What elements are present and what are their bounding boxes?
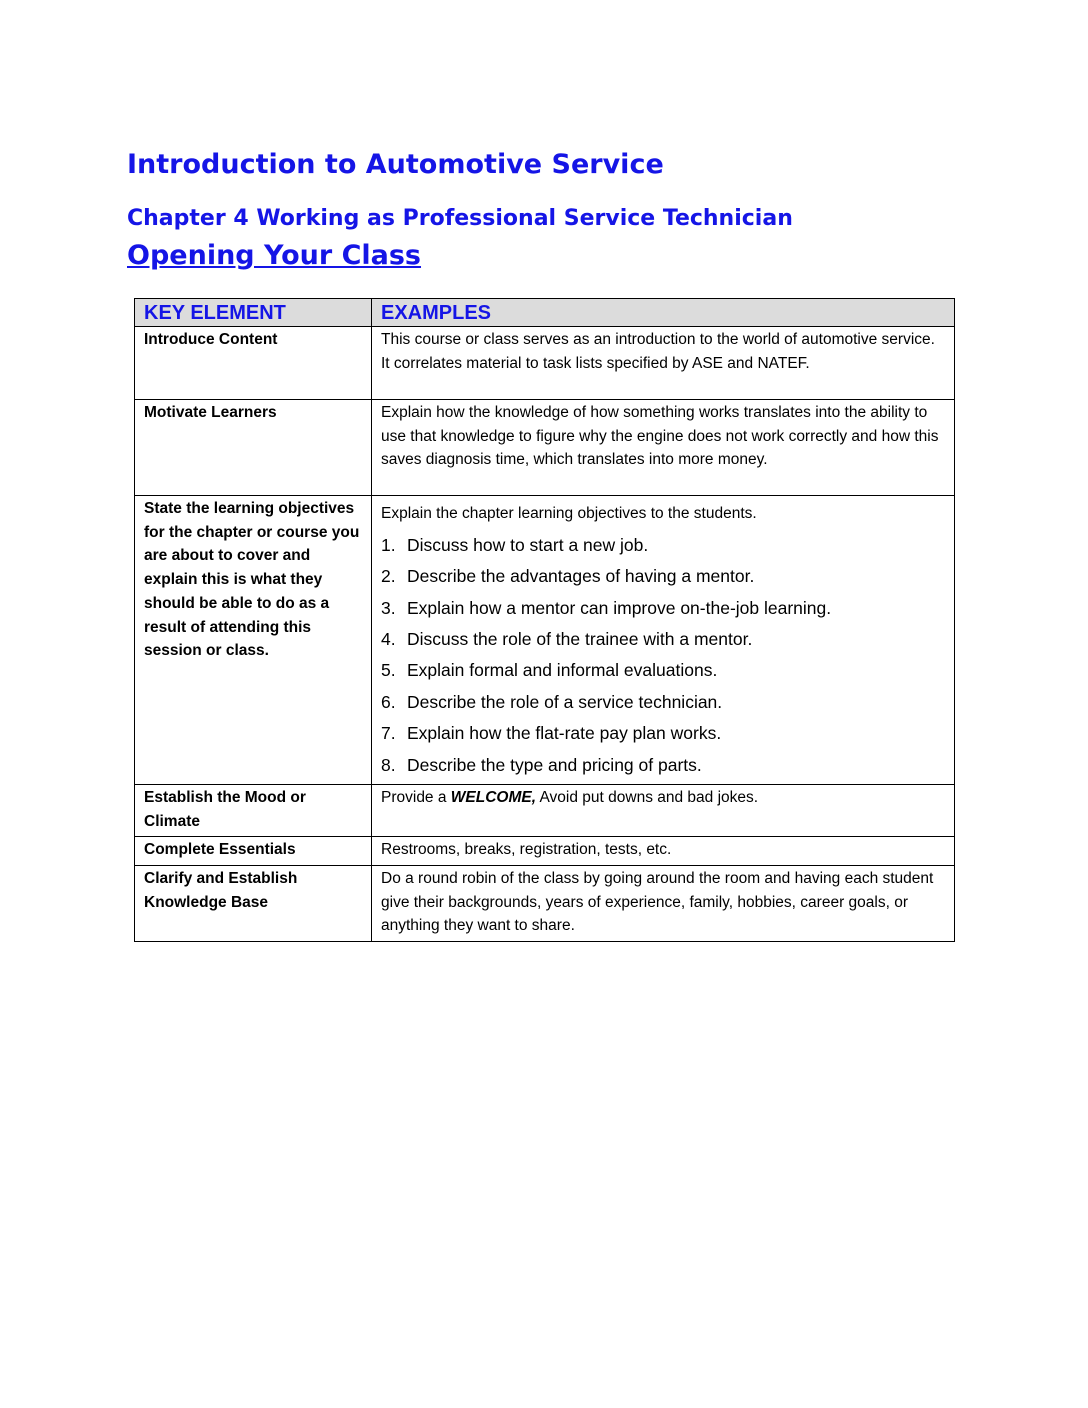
welcome-emphasis: WELCOME, — [450, 788, 537, 806]
list-number: 1. — [381, 534, 396, 555]
learning-objectives-list — [381, 530, 946, 781]
table-row — [135, 327, 955, 400]
table-row — [135, 400, 955, 496]
section-heading: Opening Your Class — [127, 240, 422, 271]
chapter-heading: Chapter 4 Working as Professional Service Technician — [127, 206, 793, 231]
list-item — [381, 750, 946, 781]
document-title: Introduction to Automotive Service — [127, 149, 664, 180]
table-row — [135, 496, 955, 785]
list-number: 3. — [381, 597, 396, 618]
list-item — [381, 718, 946, 749]
key-element-cell: Motivate Learners — [135, 400, 372, 496]
example-cell: This course or class serves as an introduction to the world of automotive service. It correlates material to task lists specified by ASE and NATEF. — [372, 327, 955, 400]
table-row — [135, 784, 955, 836]
list-number: 6. — [381, 691, 396, 712]
list-number: 7. — [381, 723, 396, 744]
table-row — [135, 866, 955, 942]
list-item-text: Discuss the role of the trainee with a mentor. — [407, 628, 753, 649]
list-item — [381, 687, 946, 718]
list-item-text: Discuss how to start a new job. — [407, 534, 649, 555]
list-item — [381, 561, 946, 592]
table-row — [135, 837, 955, 866]
list-number: 2. — [381, 566, 396, 587]
list-item — [381, 593, 946, 624]
list-item-text: Describe the role of a service technician. — [407, 691, 723, 712]
list-item-text: Explain how a mentor can improve on-the-job learning. — [407, 597, 832, 618]
list-item-text: Explain how the flat-rate pay plan works. — [407, 723, 722, 744]
list-number: 5. — [381, 660, 396, 681]
column-header-examples: EXAMPLES — [372, 299, 955, 327]
key-element-cell: Complete Essentials — [135, 837, 372, 866]
objectives-intro: Explain the chapter learning objectives to the students. — [381, 505, 757, 522]
list-item-text: Explain formal and informal evaluations. — [407, 660, 718, 681]
key-elements-table — [134, 298, 955, 942]
example-cell: Explain how the knowledge of how something works translates into the ability to use that knowledge to figure why the engine does not work correctly and how this saves diagnosis time, which translates into more money. — [372, 400, 955, 496]
example-text-suffix: Avoid put downs and bad jokes. — [536, 788, 759, 806]
list-number: 8. — [381, 754, 396, 775]
table-header-row — [135, 299, 955, 327]
list-item — [381, 655, 946, 686]
list-item-text: Describe the advantages of having a mentor. — [407, 566, 755, 587]
key-element-cell: Introduce Content — [135, 327, 372, 400]
list-number: 4. — [381, 628, 396, 649]
list-item — [381, 530, 946, 561]
list-item-text: Describe the type and pricing of parts. — [407, 754, 702, 775]
key-element-cell: Clarify and Establish Knowledge Base — [135, 866, 372, 942]
example-text-prefix: Provide a — [381, 788, 451, 806]
list-item — [381, 624, 946, 655]
example-cell — [372, 784, 955, 836]
key-element-cell: State the learning objectives for the chapter or course you are about to cover and explain this is what they should be able to do as a result of attending this session or class. — [135, 496, 372, 785]
example-cell: Do a round robin of the class by going around the room and having each student give their backgrounds, years of experience, family, hobbies, career goals, or anything they want to share. — [372, 866, 955, 942]
example-cell — [372, 496, 955, 785]
column-header-key-element: KEY ELEMENT — [135, 299, 372, 327]
example-cell: Restrooms, breaks, registration, tests, etc. — [372, 837, 955, 866]
key-element-cell: Establish the Mood or Climate — [135, 784, 372, 836]
